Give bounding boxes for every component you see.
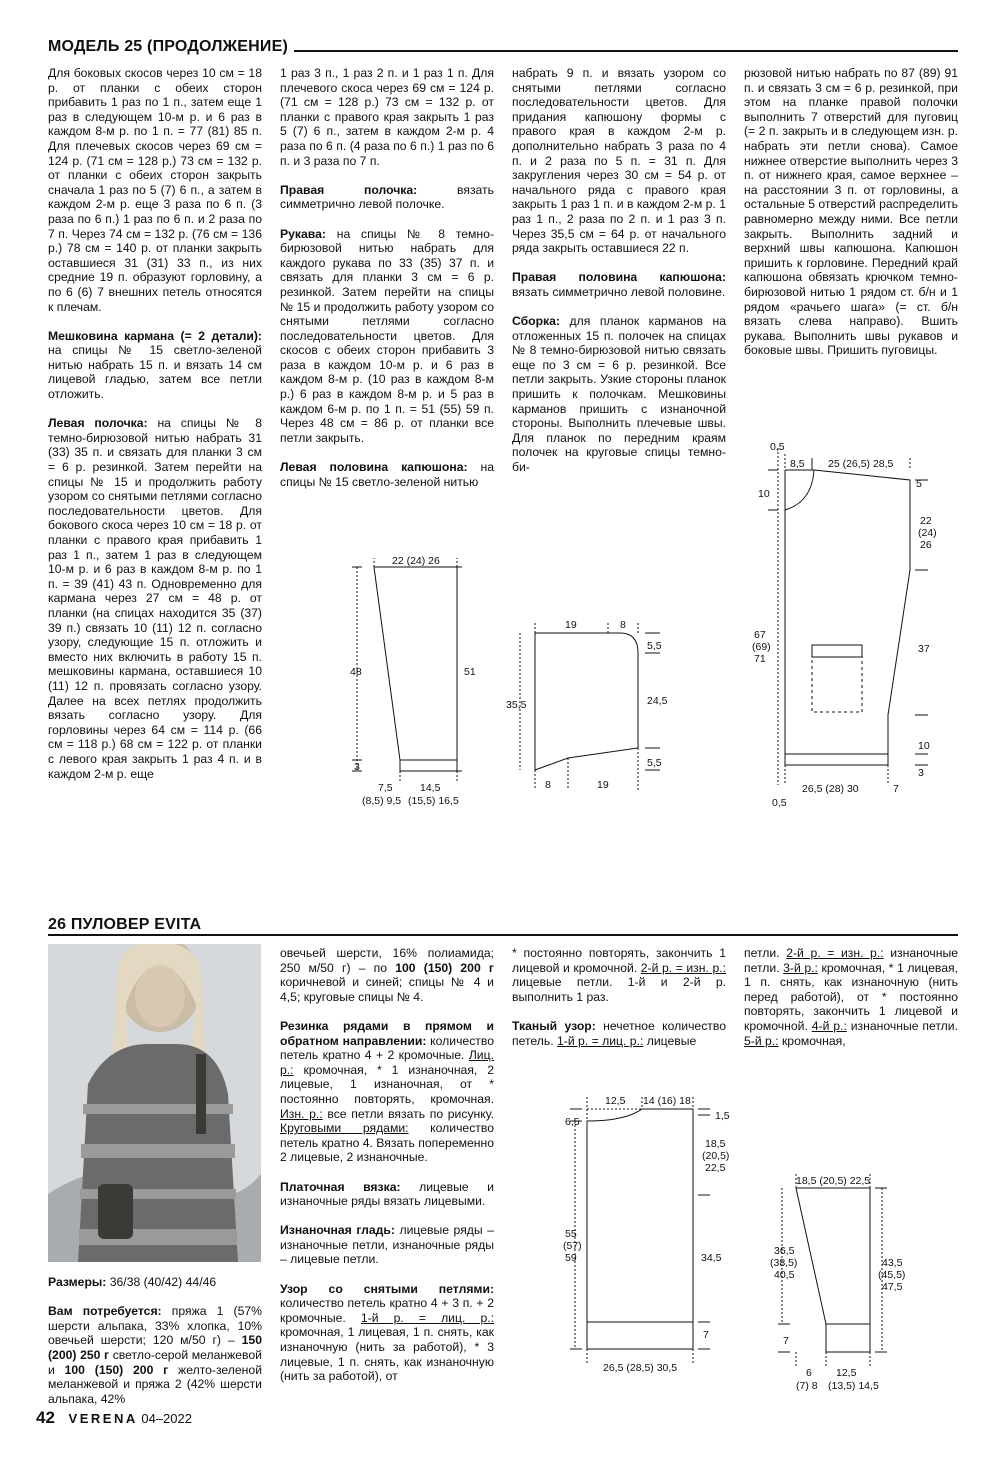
front-right-label: 22 xyxy=(920,515,932,527)
section-rule xyxy=(48,934,958,936)
front-bottom-label: 26,5 (28) 30 xyxy=(802,783,859,795)
body-left-label: 6,5 xyxy=(565,1116,580,1128)
magazine-name: VERENA xyxy=(68,1411,138,1426)
hood-bottom-label: 19 xyxy=(597,779,609,791)
hood-top-label: 8 xyxy=(620,619,626,631)
hood-right-label: 24,5 xyxy=(647,695,668,707)
page-footer xyxy=(36,1410,192,1427)
paragraph: Левая полочка: на спицы № 8 темно-бирюзовой нитью набрать 31 (33) 35 п. и связать для планки 3 см = 6 р. резинкой. Затем перейти на спицы № 15 и продолжить работу узором со снятыми петлями согласно последовательности цветов. Для бокового скоса через 10 см = 18 р. от планки с правого края прибавить 1 раз 1 п., затем 1 раз в следующем 10-м р. и 6 раз в каждом 8-м р. по 1 п. = 39 (41) 43 п. Одновременно для кармана через 27 см = 48 р. от планки (на спицах находится 35 (37) 39 п.) связать 10 (11) 12 п. согласно узору, следующие 15 п. отложить и вместо них включить в работу 15 п. мешковины кармана, оставшиеся 10 (11) 12 п. провязать согласно узору. Далее на всех петлях продолжить вязать согласно узору. Для горловины через 64 см = 114 р. (66 см = 118 р.) 68 см = 122 р. от планки с левого края закрыть 1 раз 4 п. и в каждом 2-м р. еще xyxy=(48,416,262,781)
front-right-label: 3 xyxy=(918,767,924,779)
sleeve-bottom-label: (15,5) 16,5 xyxy=(408,795,459,807)
text-column-4-model26 xyxy=(744,946,958,1048)
paragraph: Тканый узор: нечетное количество петель. 1-й р. = лиц. р.: лицевые xyxy=(512,1018,726,1048)
sleeve-right-label: 43,5 xyxy=(882,1257,903,1269)
text-column-2 xyxy=(280,66,494,489)
paragraph: Вам потребуется: пряжа 1 (57% шерсти альпака, 33% хлопка, 10% овечьей шерсти; 120 м/50 г) – 150 (200) 250 г светло-серой меланжевой и 100 (150) 200 г желто-зеленой меланжевой и пряжа 2 (42% шерсти альпака, 42% xyxy=(48,1304,263,1406)
sleeve-top-label: 18,5 (20,5) 22,5 xyxy=(796,1175,871,1187)
text-column-4 xyxy=(744,66,958,358)
front-top-label: 8,5 xyxy=(790,458,805,470)
body-left-label: 59 xyxy=(565,1252,577,1264)
model-photo xyxy=(48,944,261,1262)
hood-left-label: 35,5 xyxy=(506,699,527,711)
paragraph: Левая половина капюшона: на спицы № 15 светло-зеленой нитью xyxy=(280,460,494,489)
paragraph: Резинка рядами в прямом и обратном направлении: количество петель кратно 4 + 2 кромочные. Лиц. р.: кромочная, * 1 изнаночная, 2 лицевые, 1 изнаночная, от * постоянно повторять, кромочная. Изн. р.: все петли вязать по рисунку. Круговыми рядами: количество петель кратно 4. Вязать попеременно 2 лицевые, 2 изнаночные. xyxy=(280,1018,495,1165)
paragraph: рюзовой нитью набрать по 87 (89) 91 п. и связать 3 см = 6 р. резинкой, при этом на планке правой полочки выполнить 7 отверстий для пуговиц (= 2 п. закрыть и в следующем изн. р. набрать эти петли снова). Самое нижнее отверстие выполнить через 3 п. от нижнего края, самое верхнее – на расстоянии 3 п. от горловины, а остальные 5 отверстий распределить равномерно между ними. Все петли закрыть. Выполнить задний и верхний швы капюшона. Капюшон пришить к горловине. Передний край капюшона обвязать крючком темно-бирюзовой нитью 1 рядом ст. б/н и 1 рядом «рачьего шага» (= ст. б/н вязать слева направо). Вшить рукава. Выполнить швы рукавов и боковые швы. Пришить пуговицы. xyxy=(744,66,958,358)
paragraph: Правая половина капюшона: вязать симметрично левой половине. xyxy=(512,270,726,299)
paragraph: Платочная вязка: лицевые и изнаночные ряды вязать лицевыми. xyxy=(280,1179,494,1209)
front-left-label: 71 xyxy=(754,653,766,665)
sleeve-cuff-label: 3 xyxy=(354,761,360,773)
section-title-model26: 26 ПУЛОВЕР EVITA xyxy=(48,916,207,934)
body-left-label: 55 xyxy=(565,1228,577,1240)
sleeve-schema-model26 xyxy=(770,1170,920,1400)
body-top-label: 14 (16) 18 xyxy=(643,1095,691,1107)
front-schema-model25 xyxy=(750,440,960,810)
text-column-1-model26 xyxy=(48,1275,262,1406)
body-top-label: 12,5 xyxy=(605,1095,626,1107)
sleeve-left-label: 36,5 xyxy=(774,1245,795,1257)
front-left-label: 67 xyxy=(754,629,766,641)
text-column-1 xyxy=(48,66,262,781)
issue-number: 04–2022 xyxy=(141,1411,192,1426)
sleeve-top-label: 22 (24) 26 xyxy=(392,555,440,567)
paragraph: набрать 9 п. и вязать узором со снятыми петлями согласно последовательности цветов. Для придания капюшону формы с правого края в каждом 2-м р. дополнительно набрать 3 раза по 4 п. и 2 раза по 5 п. = 31 п. Для закругления через 30 см = 54 р. от начального ряда с правого края закрыть 1 раз 1 п. и в каждом 2-м р. 1 раз 1 п., 2 раза по 2 п. и 1 раз 3 п. Через 35,5 см = 64 р. от начального ряда закрыть оставшиеся 22 п. xyxy=(512,66,726,256)
body-right-label: 18,5 xyxy=(705,1138,726,1150)
body-left-label: (57) xyxy=(563,1240,582,1252)
text-column-3-model26 xyxy=(512,946,726,1048)
body-right-label: (20,5) xyxy=(702,1150,730,1162)
hood-right-label: 5,5 xyxy=(647,640,662,652)
body-right-label: 34,5 xyxy=(701,1252,722,1264)
body-right-label: 22,5 xyxy=(705,1162,726,1174)
front-right-label: 5 xyxy=(916,478,922,490)
hood-schema-model25 xyxy=(500,608,680,798)
front-top-label: 25 (26,5) 28,5 xyxy=(828,458,894,470)
paragraph: Рукава: на спицы № 8 темно-бирюзовой нитью набрать для каждого рукава по 33 (35) 37 п. и связать для планки 3 см = 6 р. резинкой. Затем перейти на спицы № 15 и продолжить работу узором со снятыми петлями согласно последовательности цветов. Для скосов с обеих сторон прибавить 3 раза в каждом 10-м р. и 6 раз в каждом 8-м р. (10 раз в каждом 8-м р.) 6 раз в каждом 8-м р. и 5 раз в каждом 6-м р. по 1 п. = 51 (55) 59 п. Через 48 см = 86 р. от планки все петли закрыть. xyxy=(280,226,494,445)
front-right-label: 26 xyxy=(920,539,932,551)
text-column-2-model26 xyxy=(280,946,494,1384)
sleeve-bottom-label: (8,5) 9,5 xyxy=(362,795,402,807)
page-number: 42 xyxy=(36,1408,55,1427)
sleeve-bottom-label: (13,5) 14,5 xyxy=(828,1380,879,1392)
sleeve-bottom-label: 14,5 xyxy=(420,782,441,794)
front-right-label: 10 xyxy=(918,740,930,752)
front-bottom-label: 0,5 xyxy=(772,797,787,809)
paragraph: Правая полочка: вязать симметрично левой полочке. xyxy=(280,182,494,212)
paragraph: Сборка: для планок карманов на отложенных 15 п. полочек на спицах № 8 темно-бирюзовой нитью связать еще по 3 см = 6 р. резинкой. Все петли закрыть. Узкие стороны планок пришить к полочкам. Мешковины карманов пришить с изнаночной стороны. Выполнить плечевые швы. Для планок по передним краям полочек на круговые спицы темно-би- xyxy=(512,314,726,475)
paragraph: Для боковых скосов через 10 см = 18 р. от планки с обеих сторон прибавить 1 раз по 1 п., затем еще 1 раз в следующем 10-м р. и 6 раз в каждом 8-м р. по 1 п. = 77 (81) 85 п. Для плечевых скосов через 69 см = 124 р. (71 см = 128 р.) 73 см = 132 р. от планки с обеих сторон закрыть сначала 1 раз по 5 (7) 6 п., а затем в каждом 2-м р. еще 3 раза по 6 п. (3 раза по 6 п.) 1 раз по 6 п. и 2 раза по 7 п. Через 74 см = 132 р. (76 см = 136 р.) 78 см = 140 р. от планки закрыть оставшиеся 31 (31) 33 п., из них средние 19 п. образуют горловину, а по 6 (6) 7 внешних петель относятся к плечам. xyxy=(48,66,262,314)
front-left-label: (69) xyxy=(752,641,771,653)
front-right-label: 37 xyxy=(918,643,930,655)
front-left-label: 10 xyxy=(758,488,770,500)
woman-photo-image xyxy=(48,944,261,1262)
hood-top-label: 19 xyxy=(565,619,577,631)
sleeve-bottom-label: 12,5 xyxy=(836,1367,857,1379)
sleeve-right-label: 47,5 xyxy=(882,1281,903,1293)
text-column-3 xyxy=(512,66,726,475)
paragraph: 1 раз 3 п., 1 раз 2 п. и 1 раз 1 п. Для плечевого скоса через 69 см = 124 р. (71 см = 128 р.) 73 см = 132 р. от планки с правого края закрыть 1 раз 5 (7) 6 п., затем в каждом 2-м р. 4 раза по 6 п. (4 раза по 6 п.) 1 раз по 6 п. и 3 раза по 7 п. xyxy=(280,66,494,168)
body-schema-model26 xyxy=(555,1085,740,1385)
sleeve-bottom-label: 6 xyxy=(806,1367,812,1379)
paragraph: Размеры: 36/38 (40/42) 44/46 xyxy=(48,1275,217,1289)
body-bottom-label: 26,5 (28,5) 30,5 xyxy=(603,1362,678,1374)
body-right-label: 1,5 xyxy=(715,1110,730,1122)
sleeve-cuff-label: 7 xyxy=(783,1335,789,1347)
hood-right-label: 5,5 xyxy=(647,757,662,769)
sleeve-bottom-label: (7) 8 xyxy=(796,1380,818,1392)
paragraph: Узор со снятыми петлями: количество петель кратно 4 + 3 п. + 2 кромочные. 1-й р. = лиц. р.: кромочная, 1 лицевая, 1 п. снять, как изнаночную (нить за работой), * 3 лицевые, 1 п. снять, как изнаночную (нить за работой), от xyxy=(280,1281,494,1384)
sleeve-bottom-label: 7,5 xyxy=(378,782,393,794)
sleeve-left-label: 40,5 xyxy=(774,1269,795,1281)
body-right-label: 7 xyxy=(703,1329,709,1341)
paragraph: Изнаночная гладь: лицевые ряды – изнаночные петли, изнаночные ряды – лицевые петли. xyxy=(280,1223,494,1267)
paragraph: * постоянно повторять, закончить 1 лицевой и кромочной. 2-й р. = изн. р.: лицевые петли. 1-й и 2-й р. выполнить 1 раз. xyxy=(512,946,726,1004)
sleeve-schema-model25 xyxy=(340,550,490,810)
paragraph: петли. 2-й р. = изн. р.: изнаночные петли. 3-й р.: кромочная, * 1 лицевая, 1 п. снять, как изнаночную (нить перед работой), от * постоянно повторять, закончить 1 лицевой и кромочной. 4-й р.: изнаночные петли. 5-й р.: кромочная, xyxy=(744,946,958,1048)
front-right-label: (24) xyxy=(918,527,937,539)
sleeve-right-label: 51 xyxy=(464,666,476,678)
sleeve-left-label: (38,5) xyxy=(770,1257,798,1269)
paragraph: овечьей шерсти, 16% полиамида; 250 м/50 г) – по 100 (150) 200 г коричневой и синей; спицы № 4 и 4,5; круговые спицы № 4. xyxy=(280,946,495,1004)
sleeve-right-label: (45,5) xyxy=(878,1269,906,1281)
hood-bottom-label: 8 xyxy=(545,779,551,791)
front-bottom-label: 7 xyxy=(893,783,899,795)
sleeve-left-label: 48 xyxy=(350,666,362,678)
paragraph: Мешковина кармана (= 2 детали): на спицы № 15 светло-зеленой нитью набрать 15 п. и вязать 14 см лицевой гладью, затем все петли отложить. xyxy=(48,328,262,402)
front-top-label: 0,5 xyxy=(770,441,785,453)
section-title-model25: МОДЕЛЬ 25 (ПРОДОЛЖЕНИЕ) xyxy=(48,38,294,56)
